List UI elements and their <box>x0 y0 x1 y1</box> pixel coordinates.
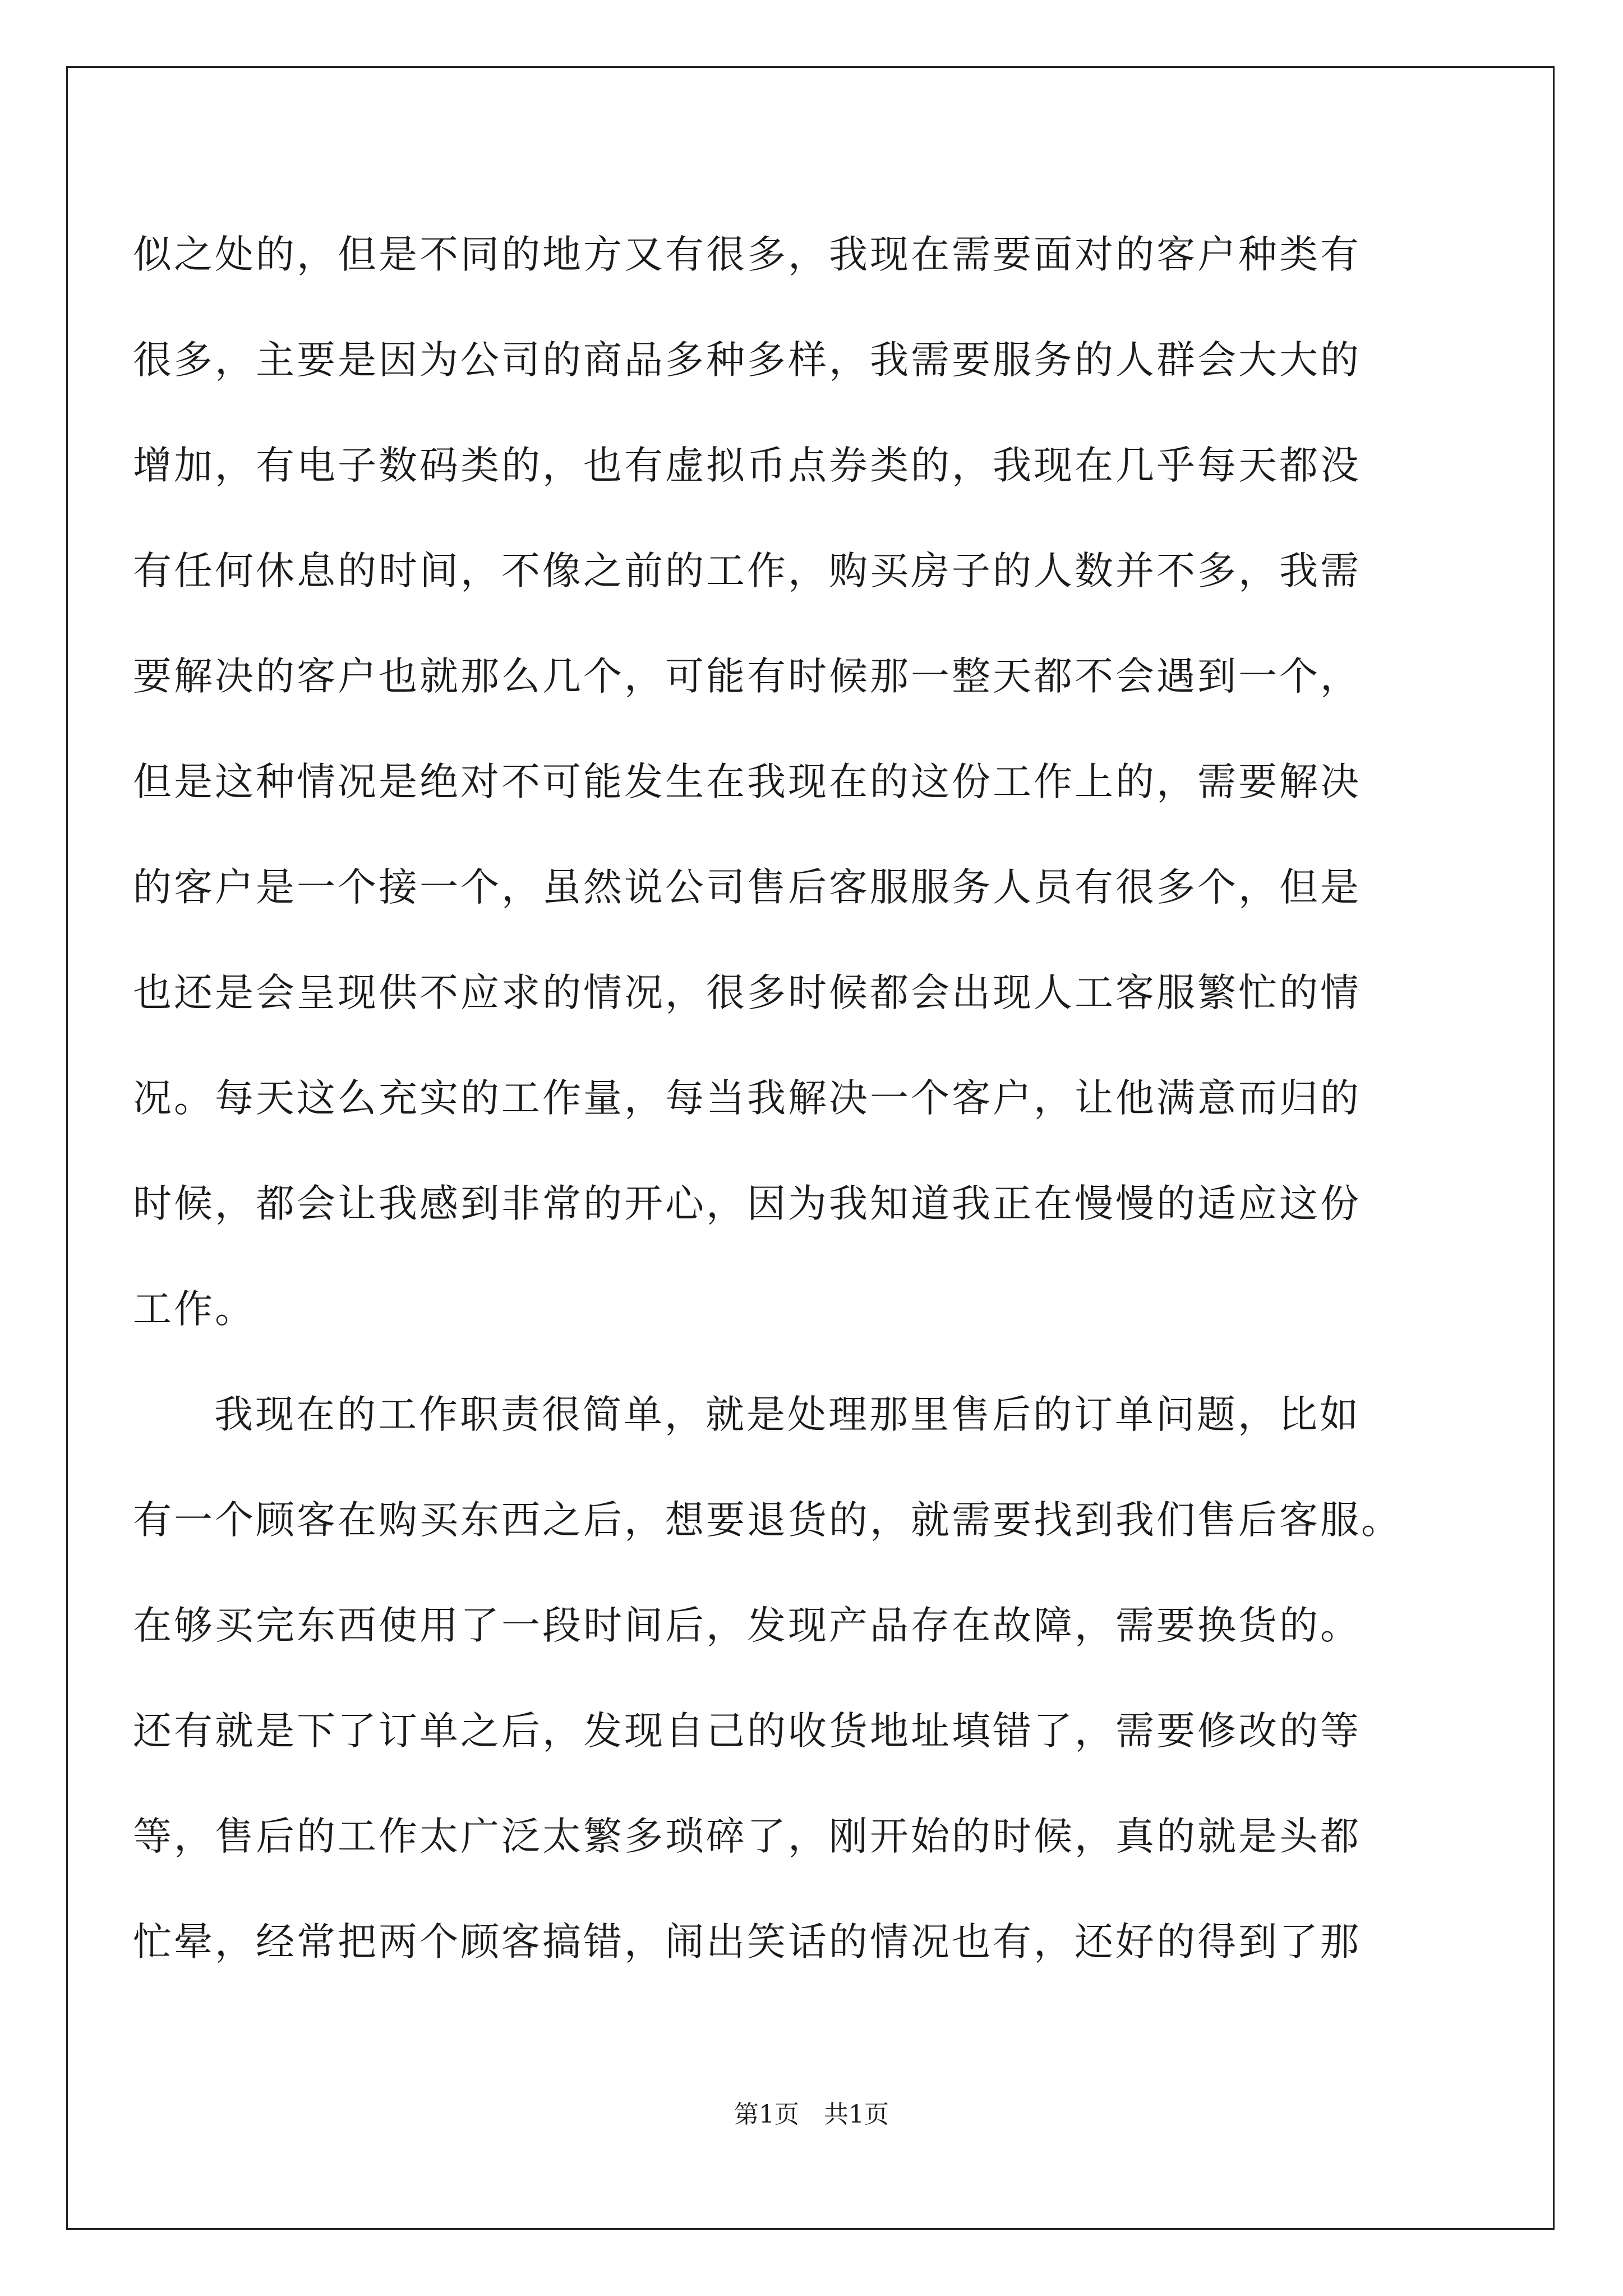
text-line: 很多，主要是因为公司的商品多种多样，我需要服务的人群会大大的 <box>133 338 1361 383</box>
page-number: 第1页 <box>734 2100 799 2129</box>
text-line: 忙晕，经常把两个顾客搞错，闹出笑话的情况也有，还好的得到了那 <box>133 1920 1361 1964</box>
text-line: 似之处的，但是不同的地方又有很多，我现在需要面对的客户种类有 <box>133 232 1361 277</box>
text-line: 等，售后的工作太广泛太繁多琐碎了，刚开始的时候，真的就是头都 <box>133 1814 1361 1859</box>
text-line: 要解决的客户也就那么几个，可能有时候那一整天都不会遇到一个， <box>133 654 1361 699</box>
paragraph-first-line: 我现在的工作职责很简单，就是处理那里售后的订单问题，比如 <box>214 1392 1361 1437</box>
text-line: 有任何休息的时间，不像之前的工作，购买房子的人数并不多，我需 <box>133 549 1361 593</box>
text-line: 还有就是下了订单之后，发现自己的收货地址填错了，需要修改的等 <box>133 1709 1361 1754</box>
document-body <box>133 202 1490 1995</box>
text-line: 况。每天这么充实的工作量，每当我解决一个客户，让他满意而归的 <box>133 1076 1361 1121</box>
text-line: 也还是会呈现供不应求的情况，很多时候都会出现人工客服繁忙的情 <box>133 970 1361 1015</box>
text-line: 工作。 <box>133 1287 256 1332</box>
text-line: 时候，都会让我感到非常的开心，因为我知道我正在慢慢的适应这份 <box>133 1181 1361 1226</box>
page-total: 共1页 <box>824 2100 889 2129</box>
text-line: 在够买完东西使用了一段时间后，发现产品存在故障，需要换货的。 <box>133 1603 1361 1648</box>
text-line: 有一个顾客在购买东西之后，想要退货的，就需要找到我们售后客服。 <box>133 1498 1402 1543</box>
text-line: 增加，有电子数码类的，也有虚拟币点券类的，我现在几乎每天都没 <box>133 443 1361 488</box>
page-footer <box>0 2098 1623 2132</box>
text-line: 但是这种情况是绝对不可能发生在我现在的这份工作上的，需要解决 <box>133 760 1361 804</box>
text-line: 的客户是一个接一个，虽然说公司售后客服服务人员有很多个，但是 <box>133 865 1361 910</box>
